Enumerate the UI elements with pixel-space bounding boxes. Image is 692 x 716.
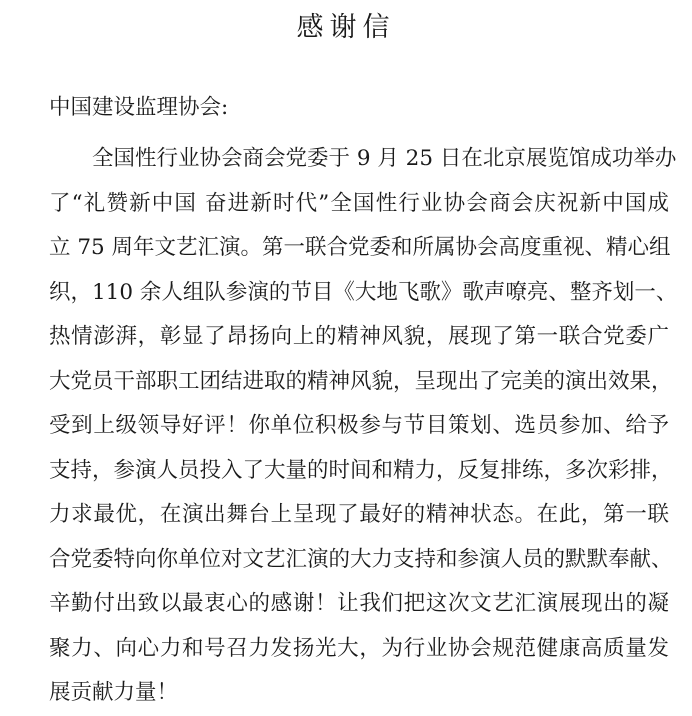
body-line: 了“礼赞新中国 奋进新时代”全国性行业协会商会庆祝新中国成 <box>49 190 669 216</box>
letter-body <box>49 137 678 716</box>
body-line: 热情澎湃，彰显了昂扬向上的精神风貌，展现了第一联合党委广 <box>49 324 669 349</box>
body-line: 织，110 余人组队参演的节目《大地飞歌》歌声嘹亮、整齐划一、 <box>49 279 678 305</box>
letter-salutation: 中国建设监理协会: <box>49 95 229 120</box>
letter-title: 感谢信 <box>296 12 396 43</box>
body-line: 辛勤付出致以最衷心的感谢！让我们把这次文艺汇演展现出的凝 <box>49 591 669 616</box>
body-line: 支持，参演人员投入了大量的时间和精力，反复排练，多次彩排， <box>49 457 673 483</box>
body-line: 展贡献力量！ <box>49 680 179 705</box>
body-line: 聚力、向心力和号召力发扬光大，为行业协会规范健康高质量发 <box>49 635 669 661</box>
body-line: 力求最优，在演出舞台上呈现了最好的精神状态。在此，第一联 <box>49 502 669 527</box>
body-line: 大党员干部职工团结进取的精神风貌，呈现出了完美的演出效果， <box>49 368 673 394</box>
body-line: 受到上级领导好评！你单位积极参与节目策划、选员参加、给予 <box>49 413 669 438</box>
body-line: 立 75 周年文艺汇演。第一联合党委和所属协会高度重视、精心组 <box>49 235 671 260</box>
body-line: 合党委特向你单位对文艺汇演的大力支持和参演人员的默默奉献、 <box>49 546 673 572</box>
body-line: 全国性行业协会商会党委于 9 月 25 日在北京展览馆成功举办 <box>92 146 677 171</box>
